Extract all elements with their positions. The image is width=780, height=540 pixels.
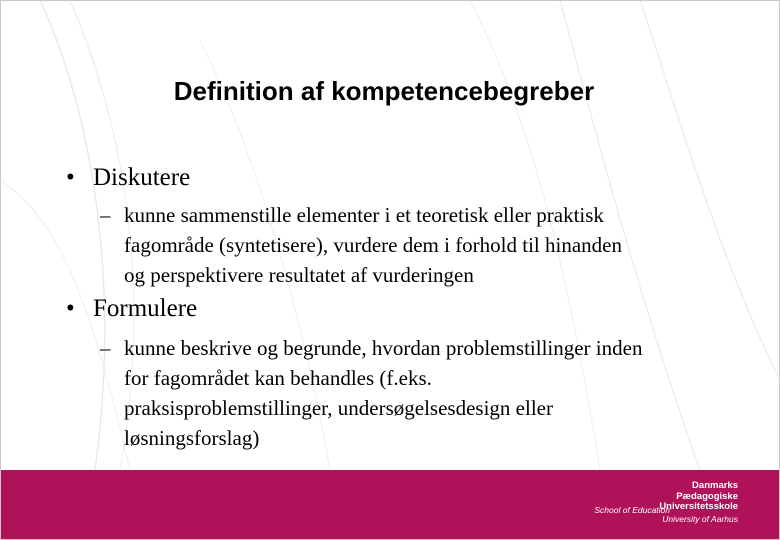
sub-line: kunne sammenstille elementer i et teoretisk eller praktisk: [124, 203, 604, 227]
logo-line: Universitetsskole: [659, 501, 738, 512]
bullet-dot: •: [66, 295, 75, 322]
bullet-label: Formulere: [93, 295, 198, 322]
bullet-item-diskutere: [66, 164, 190, 192]
sub-line: kunne beskrive og begrunde, hvordan problemstillinger inden: [124, 336, 643, 360]
logo-school-text: School of Education: [594, 505, 670, 515]
sub-dash: –: [100, 336, 111, 360]
logo-line: Danmarks: [692, 480, 738, 491]
sub-line: for fagområdet kan behandles (f.eks.: [124, 366, 432, 390]
logo-subtitle: University of Aarhus: [662, 513, 738, 524]
bullet-dot: •: [66, 164, 75, 191]
sub-item-formulere: [100, 333, 642, 453]
sub-text: [124, 333, 642, 453]
university-logo: [659, 481, 738, 524]
sub-line: løsningsforslag): [124, 426, 260, 450]
sub-dash: –: [100, 203, 111, 227]
slide-title: [0, 76, 780, 107]
bullet-label: Diskutere: [93, 164, 191, 191]
sub-line: fagområde (syntetisere), vurdere dem i forhold til hinanden: [124, 233, 622, 257]
sub-text: [124, 200, 622, 290]
sub-item-diskutere: [100, 200, 622, 290]
slide-title-text: Definition af kompetencebegreber: [173, 76, 595, 106]
bullet-item-formulere: [66, 295, 197, 323]
logo-line: Pædagogiske: [676, 490, 738, 502]
sub-line: praksisproblemstillinger, undersøgelsesdesign eller: [124, 396, 553, 420]
sub-line: og perspektivere resultatet af vurderingen: [124, 263, 474, 287]
